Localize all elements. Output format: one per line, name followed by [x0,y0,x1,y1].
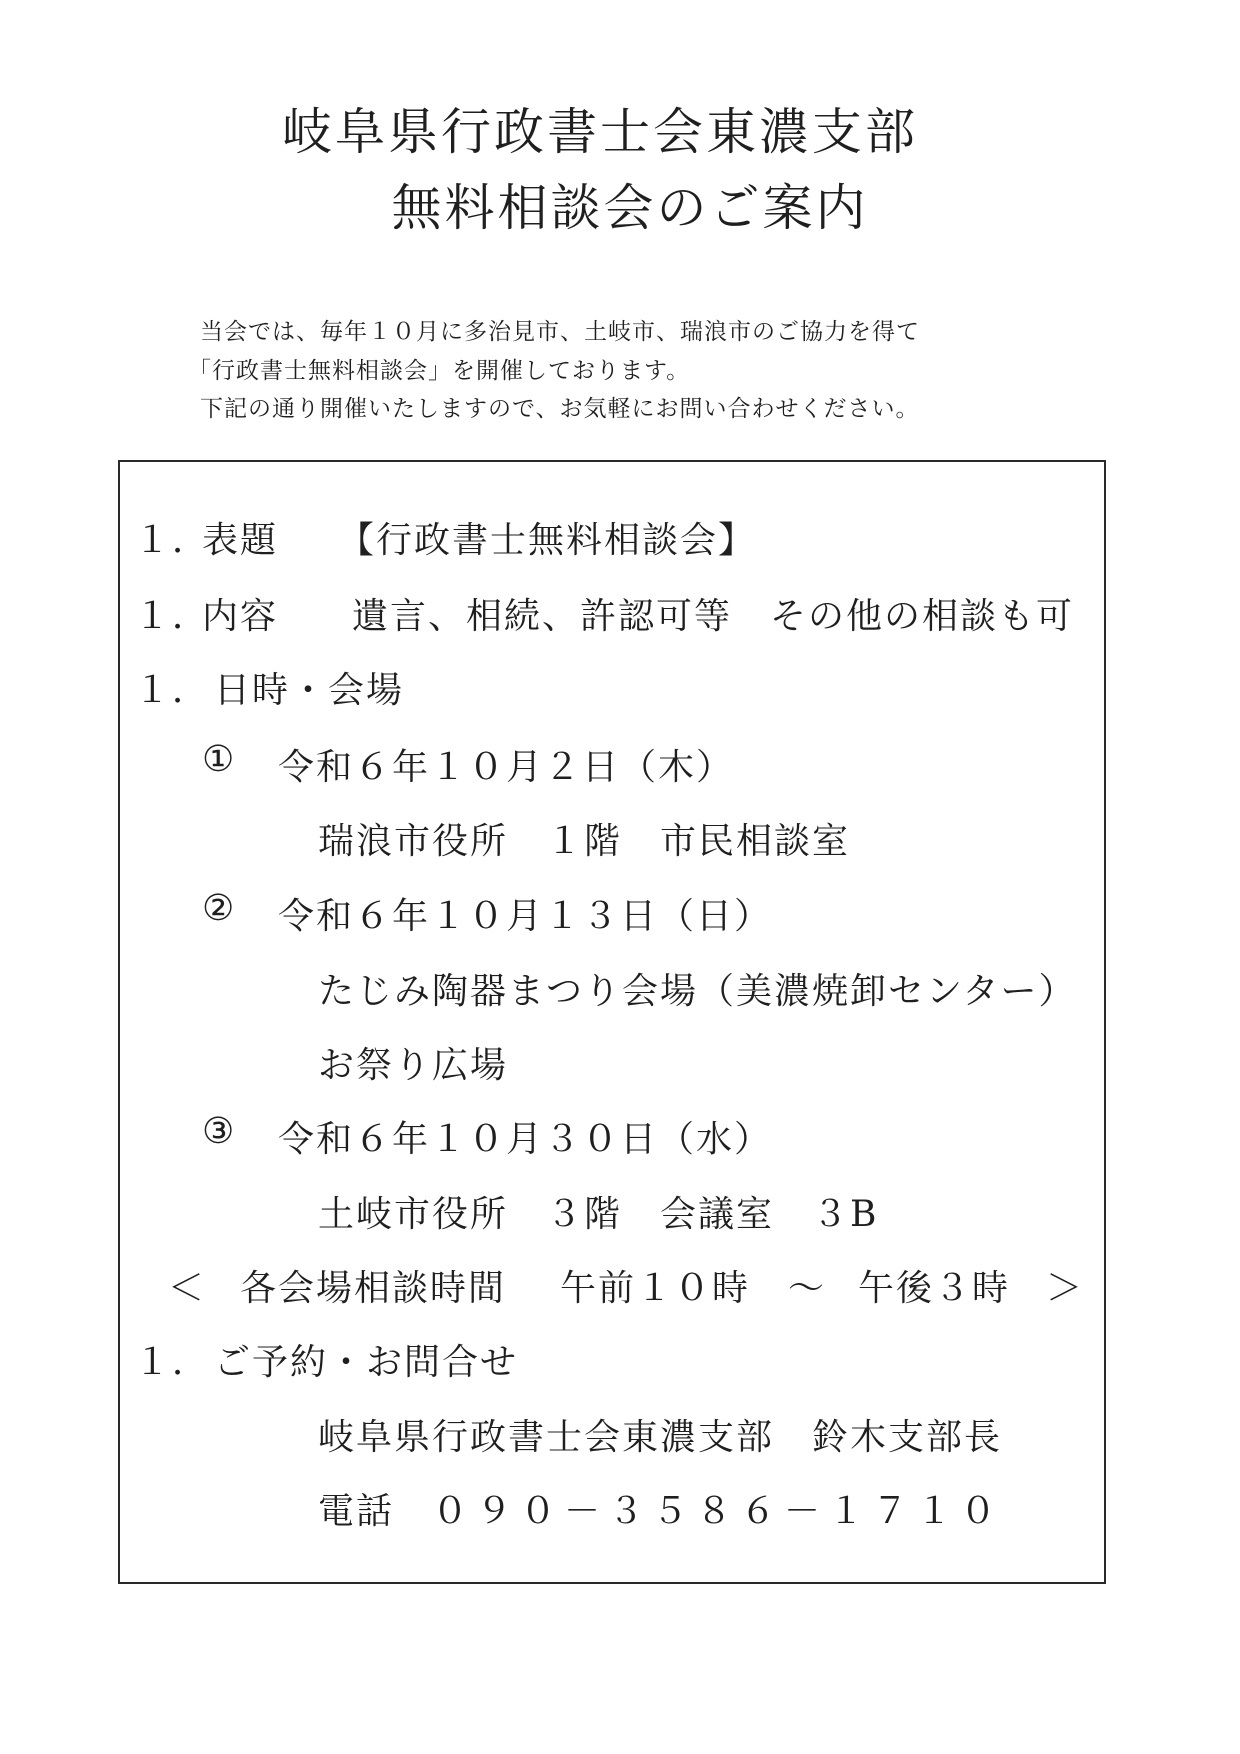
item-title-value: 【行政書士無料相談会】 [338,520,757,561]
hours-close-bracket: ＞ [1046,1268,1085,1309]
phone-number: ０９０－３５８６－１７１０ [432,1491,1005,1532]
hours-open-bracket: ＜ [168,1268,207,1309]
item-contact-bullet: １． [134,1342,211,1383]
item-content-label: 内容 [202,596,279,637]
hours-end: 午後３時 [858,1268,1011,1309]
session-1-venue: 瑞浪市役所 １階 市民相談室 [318,821,851,862]
contact-organization: 岐阜県行政書士会東濃支部 鈴木支部長 [318,1417,1003,1458]
item-content-bullet: １． [134,596,211,637]
page-title-line2: 無料相談会のご案内 [391,179,869,237]
session-3-date: 令和６年１０月３０日（水） [278,1119,773,1160]
session-2-venue-line1: たじみ陶器まつり会場（美濃焼卸センター） [318,971,1077,1012]
item-content-value: 遺言、相続、許認可等 その他の相談も可 [352,596,1075,637]
session-1-mark: ① [202,739,237,780]
session-2-mark: ② [202,888,237,929]
hours-tilde: ～ [788,1268,827,1309]
page-title-line1: 岐阜県行政書士会東濃支部 [282,103,918,161]
session-3-mark: ③ [202,1111,237,1152]
phone-label: 電話 [318,1491,395,1532]
session-2-venue-line2: お祭り広場 [318,1045,509,1086]
session-1-date: 令和６年１０月２日（木） [278,747,735,788]
item-contact-label: ご予約・お問合せ [214,1342,519,1383]
hours-start: 午前１０時 [560,1268,751,1309]
hours-label: 各会場相談時間 [240,1268,507,1309]
intro-line-2: 「行政書士無料相談会」を開催しております。 [188,358,691,384]
item-schedule-bullet: １． [134,670,211,711]
item-title-label: 表題 [202,520,279,561]
intro-line-1: 当会では、毎年１０月に多治見市、土岐市、瑞浪市のご協力を得て [200,319,920,345]
item-title-bullet: １． [134,520,211,561]
session-3-venue: 土岐市役所 ３階 会議室 ３B [318,1194,879,1235]
item-schedule-label: 日時・会場 [214,670,405,711]
session-2-date: 令和６年１０月１３日（日） [278,896,773,937]
intro-line-3: 下記の通り開催いたしますので、お気軽にお問い合わせください。 [200,396,920,422]
